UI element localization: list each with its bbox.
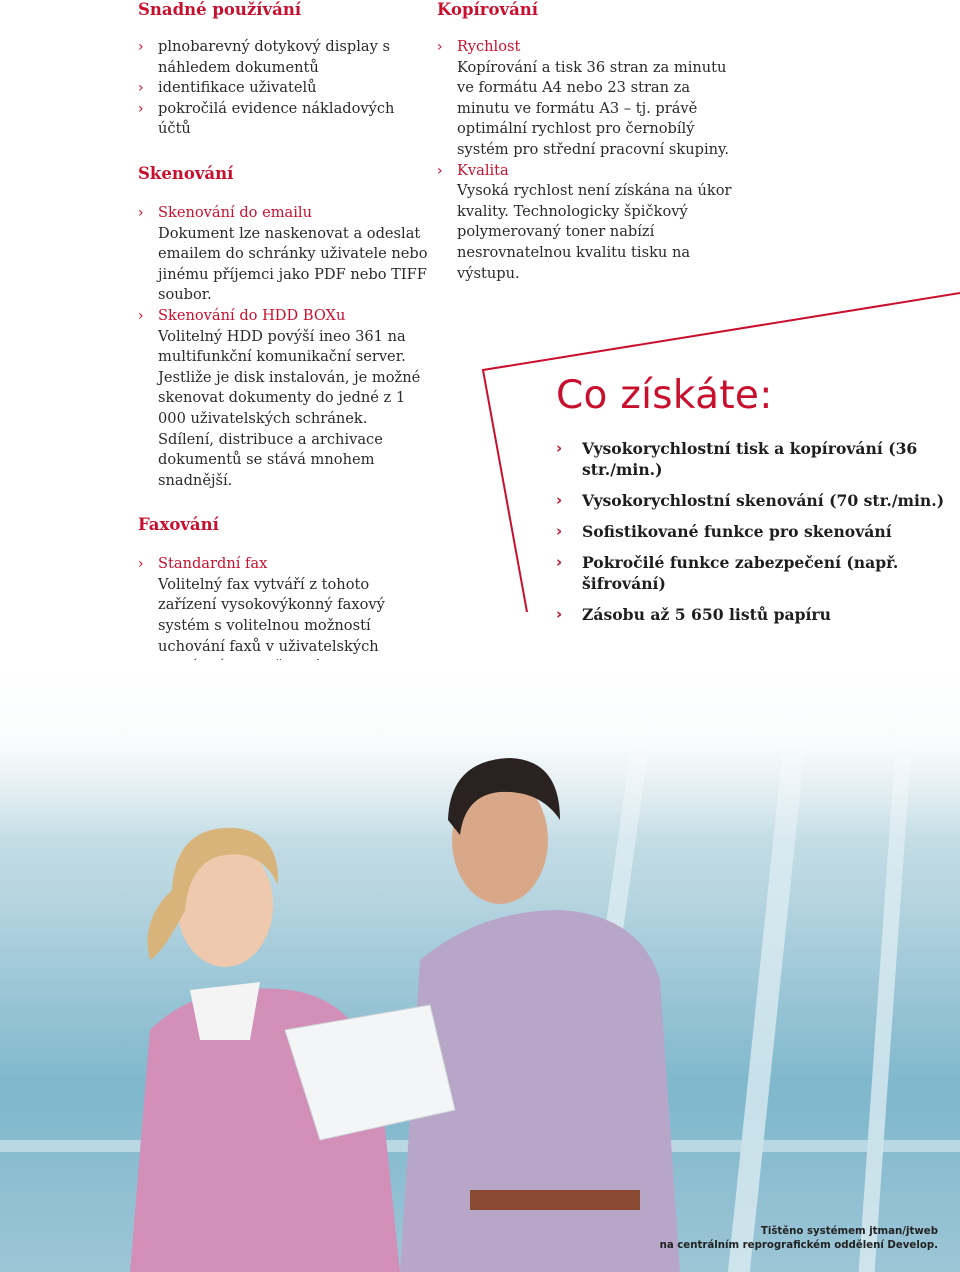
list-item — [556, 490, 956, 511]
list-item — [556, 521, 956, 542]
item-text: Volitelný fax vytváří z tohoto zařízení vysokovýkonný faxový systém s volitelnou možností uchování faxů v uživatelských — [158, 575, 385, 655]
office-photo — [0, 660, 960, 1272]
list-item — [138, 203, 428, 306]
chevron-right-icon: › — [556, 553, 563, 571]
list-item-text: identifikace uživatelů — [158, 79, 317, 97]
chevron-right-icon: › — [556, 605, 563, 623]
list-item — [556, 438, 956, 480]
list-item-text: Pokročilé funkce zabezpečení (např. šifrování) — [582, 553, 899, 593]
chevron-right-icon: › — [138, 204, 144, 221]
list-item — [556, 552, 956, 594]
section-easy-use — [138, 0, 428, 140]
benefits-list — [556, 438, 956, 625]
list-item — [138, 37, 428, 78]
list-item — [556, 604, 956, 625]
chevron-right-icon: › — [556, 439, 563, 457]
copying-list — [437, 37, 737, 284]
item-title: Skenování do emailu — [158, 203, 312, 221]
list-item-text: Vysokorychlostní tisk a kopírování (36 str./min.) — [582, 439, 918, 479]
section-title-fax: Faxování — [138, 515, 219, 535]
scanning-list — [138, 203, 428, 491]
item-text: Kopírování a tisk 36 stran za minutu ve formátu A4 nebo 23 stran za minutu ve formátu A3 – tj. právě optimální rychlost pro černobílý systém pro střední pracovní skupiny. — [457, 58, 729, 158]
section-title-scanning: Skenování — [138, 163, 234, 183]
item-text: Volitelný HDD povýší ineo 361 na multifunkční komunikační server. Jestliže je disk instalován, je možné skenovat dokumenty do jedné z 1 000 uživatelských schránek. Sdílení, distribuce a archivace dokumentů se stává mnohem snadnější. — [158, 327, 421, 489]
item-title: Rychlost — [457, 38, 521, 55]
print-credit-line-1: Tištěno systémem jtman/jtweb — [760, 1226, 938, 1237]
list-item-text: Zásobu až 5 650 listů papíru — [582, 605, 831, 624]
middle-column — [437, 0, 737, 284]
list-item-text: Sofistikované funkce pro skenování — [582, 522, 892, 541]
chevron-right-icon: › — [138, 556, 144, 573]
section-title-copying: Kopírování — [437, 0, 539, 19]
chevron-right-icon: › — [138, 307, 144, 324]
people-illustration — [0, 660, 960, 1272]
list-item — [437, 37, 737, 161]
easy-use-list — [138, 37, 428, 140]
chevron-right-icon: › — [138, 80, 144, 97]
chevron-right-icon: › — [437, 162, 443, 179]
section-title-easy-use: Snadné používání — [138, 0, 302, 19]
chevron-right-icon: › — [138, 100, 144, 117]
list-item-text: pokročilá evidence nákladových účtů — [158, 99, 395, 138]
section-scanning — [138, 164, 428, 491]
benefits-title: Co získáte: — [556, 373, 773, 418]
item-title: Kvalita — [457, 161, 509, 179]
chevron-right-icon: › — [556, 491, 563, 509]
chevron-right-icon: › — [138, 39, 144, 55]
item-title: Skenování do HDD BOXu — [158, 306, 346, 324]
print-credit-line-2: na centrálním reprografickém oddělení Develop. — [659, 1240, 938, 1251]
chevron-right-icon: › — [437, 39, 443, 55]
list-item — [138, 99, 428, 140]
item-title: Standardní fax — [158, 555, 268, 573]
item-text: Vysoká rychlost není získána na úkor kvality. Technologicky špičkový polymerovaný toner nabízí nesrovnatelnou kvalitu tisku na výstupu. — [457, 182, 732, 282]
list-item — [437, 161, 737, 285]
benefits-callout — [556, 368, 956, 635]
list-item-text: Vysokorychlostní skenování (70 str./min.) — [582, 491, 945, 510]
woman-collar — [190, 982, 260, 1040]
chevron-right-icon: › — [556, 522, 563, 540]
list-item — [138, 306, 428, 491]
list-item — [138, 78, 428, 99]
list-item-text: plnobarevný dotykový display s náhledem dokumentů — [158, 38, 390, 76]
section-copying — [437, 0, 737, 284]
print-credit — [638, 1225, 938, 1253]
item-text: Dokument lze naskenovat a odeslat emailem do schránky uživatele nebo jinému příjemci jako PDF nebo TIFF soubor. — [158, 224, 428, 304]
man-belt — [470, 1190, 640, 1210]
